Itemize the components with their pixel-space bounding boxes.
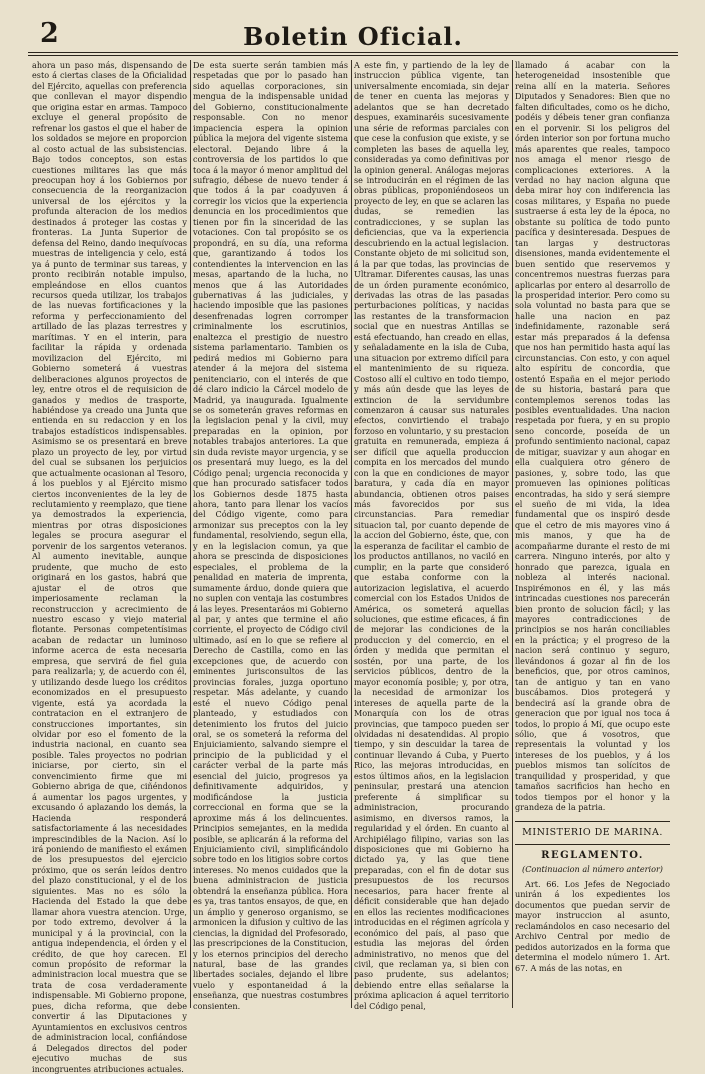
header-rule-top: [28, 52, 678, 53]
column-3-text: A este fin, y partiendo de la ley de instruccion pública vigente, tan universalmente encomiada, sin dejar de tener en cuenta las mejoras y adelantos que se han decretado despues, examinaréis sucesivamente una série de reformas parciales con que cese la confusion que existe, y se completen las bases de aquella ley, consideradas ya como definitivas por la opinion general. Análogas mejoras se introducirán en el régimen de las obras públicas, proponiéndoseos un proyecto de ley, en que se aclaren las dudas, se remedien las contradicciones, y se suplan las deficiencias, que va la experiencia descubriendo en la actual legislacion. Constante objeto de mi solicitud son, á la par que todas, las provincias de Ultramar. Diferentes causas, las unas de un órden puramente económico, derivadas las otras de las pasadas perturbaciones políticas, y nacidas las restantes de la transformacion social que en nuestras Antillas se está efectuando, han creado en ellas, y señaladamente en la isla de Cuba, una situacion por extremo difícil para el mantenimiento de su riqueza. Costoso allí el cultivo en todo tiempo, y más aún desde que las leyes de extincion de la servidumbre comenzaron á causar sus naturales efectos, convirtiendo el trabajo forzoso en voluntario, y su prestacion gratuita en remunerada, empieza á ser difícil que aquella produccion compita en los mercados del mundo con la que en condiciones de mayor baratura, y cada día en mayor abundancia, obtienen otros paises más favorecidos por sus circunstancias. Para remediar situacion tal, por cuanto depende de la accion del Gobierno, éste, que, con la esperanza de facilitar el cambio de los productos antillanos, no vaciló en cumplir, en la parte que consideró que estaba conforme con la autorizacion legislativa, el acuerdo comercial con los Estados Unidos de América, os someterá aquellas soluciones, que estime eficaces, á fin de mejorar las condiciones de la produccion y del comercio, en el órden y medida que permitan el sostén, por una parte, de los servicios públicos, dentro de la mayor economía posible; y, por otra, la necesidad de armonizar los intereses de aquella parte de la Monarquía con los de otras provincias, que tampoco pueden ser olvidadas ni desatendidas. Al propio tiempo, y sin descuidar la tarea de continuar llevando á Cuba, y Puerto Rico, las mejoras introducidas, en estos últimos años, en la legislacion peninsular, prestará una atencion preferente á simplificar su administracion, procurando asimismo, en diversos ramos, la regularidad y el órden. En cuanto al Archipiélago filipino, varias son las disposiciones que mi Gobierno ha dictado ya, y las que tiene preparadas, con el fin de dotar sus presupuestos de los recursos necesarios, para hacer frente al déficit considerable que han dejado en ellos las recientes modificaciones introducidas en el régimen agrícola y económico del país, al paso que estudia las mejoras del órden administrativo, no menos que del civil, que reclaman ya, si bien con paso prudente, sus adelantos; debiendo entre ellas señalarse la próxima aplicacion á aquel territorio del Código penal,: [354, 60, 510, 1011]
column-divider: [351, 60, 352, 1008]
text-column-2: [193, 60, 348, 1010]
text-column-4: [515, 60, 670, 1010]
page-header: [28, 14, 678, 54]
column-divider: [512, 60, 513, 1008]
text-column-1: [32, 60, 187, 1074]
ministry-heading: MINISTERIO DE MARINA.: [515, 821, 670, 845]
column-4-articles: Art. 66. Los Jefes de Negociado unirán á los expedientes los documentos que puedan servir de mayor instruccion al asunto, reclamándolos en caso necesario del Archivo Central por medio de pedidos autorizados en la forma que determina el modelo número 1. Art. 67. A más de las notas, en: [515, 878, 670, 973]
column-1-text: ahora un paso más, dispensando de esto á ciertas clases de la Oficialidad del Ejército, aquellas con preferencia que conllevan el mayor dispendio que origina estar en armas. Tampoco excluye el general propósito de refrenar los gastos el que el haber de los soldados se mejore en proporcion al costo actual de las subsistencias. Bajo todos conceptos, son estas cuestiones militares las que más preocupan hoy á los Gobiernos por consecuencia de la reorganizacion universal de los ejércitos y la profunda alteracion de los medios destinados á proteger las costas y fronteras. La Junta Superior de defensa del Reino, dando inequívocas muestras de inteligencia y celo, está ya á punto de terminar sus tareas, y pronto recibirán notable impulso, empleándose en ellos cuantos recursos queda utilizar, los trabajos de las nuevas fortificaciones y la reforma y perfeccionamiento del artillado de las plazas terrestres y marítimas. Y en el interin, para facilitar la rápida y ordenada movilizacion del Ejército, mi Gobierno someterá á vuestras deliberaciones algunos proyectos de ley, entre otros el de requisicion de ganados y medios de trasporte, habiéndose ya creado una Junta que entienda en su redaccion y en los trabajos estadísticos indispensables. Asimismo se os presentará en breve plazo un proyecto de ley, por virtud del cual se subsanen los perjuicios que actualmente ocasionan al Tesoro, á los pueblos y al Ejército mismo ciertos inconvenientes de la ley de reclutamiento y reemplazo, que tiene ya demostrados la experiencia, mientras por otras disposiciones legales se procura asegurar el porvenir de los sargentos veteranos. Al aumento inevitable, aunque prudente, que mucho de esto originará en los gastos, habrá que ajustar el de otros que imperiosamente reclaman la reconstruccion y acrecimiento de nuestro escaso y viejo material flotante. Personas competentísimas acaban de redactar un luminoso informe acerca de esta necesaria empresa, que servirá de fiel guia para realizarla; y, de acuerdo con él, y utilizando desde luego los créditos economizados en el presupuesto vigente, está ya acordada la contratacion en el extranjero de construcciones importantes, sin olvidar por eso el fomento de la industria nacional, en cuanto sea posible. Tales proyectos no podrian iniciarse, por cierto, sin el convencimiento firme que mi Gobierno abriga de que, ciñéndonos á aumentar los pagos urgentes, y excusando ó aplazando los demás, la Hacienda responderá satisfactoriamente á las necesidades imprescindibles de la Nacion. Así lo irá poniendo de manifiesto el exámen de los presupuestos del ejercicio próximo, que os serán leídos dentro del plazo constitucional, y el de los siguientes. Mas no es sólo la Hacienda del Estado la que debe llamar ahora vuestra atencion. Urge, por todo extremo, devolver á la municipal y á la provincial, con la antigua independencia, el órden y el crédito, de que hoy carecen. El comun propósito de reformar la administracion local muestra que se trata de cosa verdaderamente indispensable. Mi Gobierno propone, pues, dicha reforma, que debe convertir á las Diputaciones y Ayuntamientos en exclusivos centros de administracion local, confiándose á Delegados directos del poder ejecutivo muchas de sus incongruentes atribuciones actuales.: [32, 60, 187, 1074]
column-4-text: llamado á acabar con la heterogeneidad insostenible que reina allí en la materia. Señores Diputados y Senadores: Bien que no falten dificultades, como os he dicho, podéis y débeis tener gran confianza en el porvenir. Si los peligros del órden interior son por fortuna mucho más aparentes que reales, tampoco nos amaga el menor riesgo de complicaciones exteriores. A la verdad no hay nacion alguna que deba mirar hoy con indiferencia las cosas militares, y España no puede sustraerse á esta ley de la época, no obstante su política de todo punto pacífica y desinteresada. Despues de tan largas y destructoras disensiones, manda evidentemente el buen sentido que reservemos y concentremos nuestras fuerzas para aplicarlas por entero al desarrollo de la prosperidad interior. Pero como su sola voluntad no basta para que se halle una nacion en paz indefinidamente, razonable será estar más preparados á la defensa que nos han permitido hasta aquí las circunstancias. Con esto, y con aquel alto espíritu de concordia, que ostentó España en el mejor periodo de su historia, bastará para que contemplemos serenos todas las posibles eventualidades. Una nacion respetada por fuera, y en su propio seno concorde, poseída de un profundo sentimiento nacional, capaz de mitigar, suavizar y aun ahogar en ella cualquiera otro género de pasiones, y, sobre todo, las que promueven las opiniones políticas encontradas, ha sido y será siempre el sueño de mi vida, la idea fundamental que os inspiró desde que el cetro de mis mayores vino á mis manos, y que ha de acompañarme durante el resto de mi carrera. Ninguno interés, por alto y honrado que parezca, iguala en nobleza al interés nacional. Inspirémonos en él, y las más intrincadas cuestiones nos parecerán bien pronto de solucion fácil; y las mayores contradicciones de principios se nos harán conciliables en la práctica; y el progreso de la nacion será continuo y seguro, llevándonos á gozar al fin de los beneficios, que, por otros caminos, tan de antiguo y tan en vano buscábamos. Dios protegerá y bendecirá así la grande obra de generacion que por igual nos toca á todos, lo propio á Mí, que ocupo este sólio, que á vosotros, que representais la voluntad y los intereses de los pueblos, y á los pueblos mismos tan solícitos de tranquilidad y prosperidad, y que tamaños sacrificios han hecho en todos tiempos por el honor y la grandeza de la patria.: [515, 60, 670, 813]
regulation-subtitle: (Continuacion al número anterior): [522, 863, 663, 874]
column-2-text: De esta suerte serán tambien más respetadas que por lo pasado han sido aquellas corporaciones, sin mengua de la indispensable unidad del Gobierno, constitucionalmente responsable. Con no menor impaciencia espera la opinion pública la mejora del vigente sistema electoral. Dejando libre á la controversia de los partidos lo que toca á la mayor ó menor amplitud del sufragio, débese de nuevo tender á que todos á la par coadyuven á corregir los vicios que la experiencia denuncia en los procedimientos que tienen por fin la sinceridad de las votaciones. Con tal propósito se os propondrá, en su día, una reforma que, garantizando á todos los contendientes la intervencion en las mesas, apartando de la lucha, no menos que á las Autoridades gubernativas á las judiciales, y haciendo imposible que las pasiones desenfrenadas logren corromper criminalmente los escrutinios, enaltezca el prestigio de nuestro sistema parlamentario. Tambien os pedirá medios mi Gobierno para atender á la mejora del sistema penitenciario, con el interés de que dé claro indicio la Cárcel modelo de Madrid, ya inaugurada. Igualmente se os someterán graves reformas en la legislacion penal y la civil, muy preparadas en la opinion, por notables trabajos anteriores. La que sin duda reviste mayor urgencia, y se os presentará muy luego, es la del Código penal; urgencia reconocida y que han procurado satisfacer todos los Gobiernos desde 1875 hasta ahora, tanto para llenar los vacíos del Código vigente, como para armonizar sus preceptos con la ley fundamental, resolviendo, segun ella, y en la legislacion comun, ya que ahora se prescinda de disposiciones especiales, el problema de la penalidad en materia de imprenta, sumamente árduo, donde quiera que no suplen con ventaja las costumbres á las leyes. Presentaráos mi Gobierno al par, y antes que termine el año corriente, el proyecto de Código civil ultimado, así en lo que se refiere al Derecho de Castilla, como en las excepciones que, de acuerdo con eminentes jurisconsultos de las provincias forales, juzga oportuno respetar. Más adelante, y cuando esté el nuevo Código penal planteado, y estudiados con detenimiento los frutos del juicio oral, se os someterá la reforma del Enjuiciamiento, salvando siempre el principio de la publicidad y el carácter verbal de la parte más esencial del juicio, progresos ya definitivamente adquiridos, y modificándose la justicia correccional en forma que se la aproxime más á los delincuentes. Principios semejantes, en la medida posible, se aplicarán á la reforma del Enjuiciamiento civil, simplificándolo sobre todo en los litigios sobre cortos intereses. No menos cuidados que la buena administracion de justicia obtendrá la enseñanza pública. Hora es ya, tras tantos ensayos, de que, en un ámplio y generoso organismo, se armonicen la difusion y cultivo de las ciencias, la dignidad del Profesorado, las prescripciones de la Constitucion, y los eternos principios del derecho natural, base de las grandes libertades sociales, dejando el libre vuelo y espontaneidad á la enseñanza, que nuestras costumbres consienten.: [193, 60, 348, 1011]
column-divider: [190, 60, 191, 1008]
regulation-title: REGLAMENTO.: [541, 850, 644, 862]
header-rule-bottom: [28, 55, 678, 56]
page-number: 2: [40, 18, 60, 49]
page-title: Boletin Oficial.: [243, 22, 463, 51]
text-column-3: [354, 60, 509, 1010]
